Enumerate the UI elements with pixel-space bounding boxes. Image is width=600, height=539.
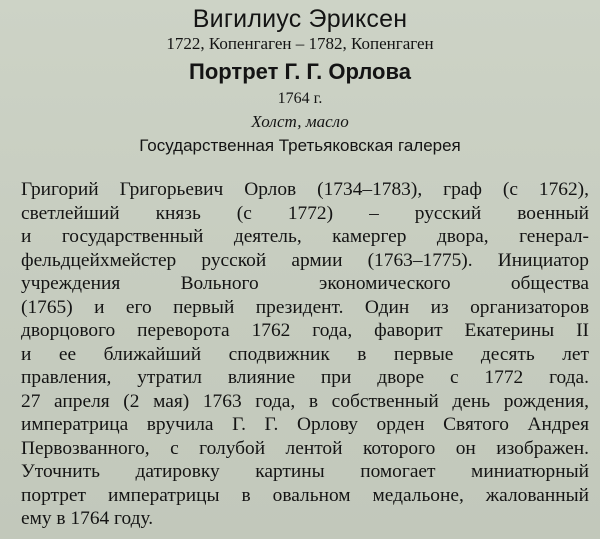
description-line: императрица вручила Г. Г. Орлову орден Святого Андрея <box>21 414 589 435</box>
description-line: 27 апреля (2 мая) 1763 года, в собственный день рождения, <box>21 390 589 412</box>
artist-lifespan: 1722, Копенгаген – 1782, Копенгаген <box>166 34 434 53</box>
artwork-title: Портрет Г. Г. Орлова <box>189 59 411 84</box>
description-line: портрет императрицы в овальном медальоне, жалованный <box>21 484 589 506</box>
description-line: (1765) и его первый президент. Один из организаторов <box>21 296 589 318</box>
description-line: учреждения Вольного экономического общества <box>21 273 589 294</box>
description-line: ему в 1764 году. <box>21 508 154 529</box>
description-line: светлейший князь (с 1772) – русский военный <box>21 202 589 224</box>
description-line: Первозванного, с голубой лентой которого он изображен. <box>21 437 589 459</box>
description-line: и государственный деятель, камергер двора, генерал- <box>21 226 589 247</box>
artwork-year: 1764 г. <box>277 90 323 107</box>
artwork-medium: Холст, масло <box>251 112 349 131</box>
label-header <box>0 0 600 159</box>
artist-name: Вигилиус Эриксен <box>192 5 408 33</box>
description-line: дворцового переворота 1762 года, фаворит Екатерины II <box>21 320 589 341</box>
description-line: фельдцейхмейстер русской армии (1763–1775). Инициатор <box>21 249 589 271</box>
collection-name: Государственная Третьяковская галерея <box>139 136 461 155</box>
description-text <box>21 178 589 531</box>
description-line: Григорий Григорьевич Орлов (1734–1783), граф (с 1762), <box>21 179 589 200</box>
description-line: правления, утратил влияние при дворе с 1772 года. <box>21 367 589 388</box>
description-line: Уточнить датировку картины помогает миниатюрный <box>21 461 589 482</box>
description-line: и ее ближайший сподвижник в первые десять лет <box>21 343 589 365</box>
